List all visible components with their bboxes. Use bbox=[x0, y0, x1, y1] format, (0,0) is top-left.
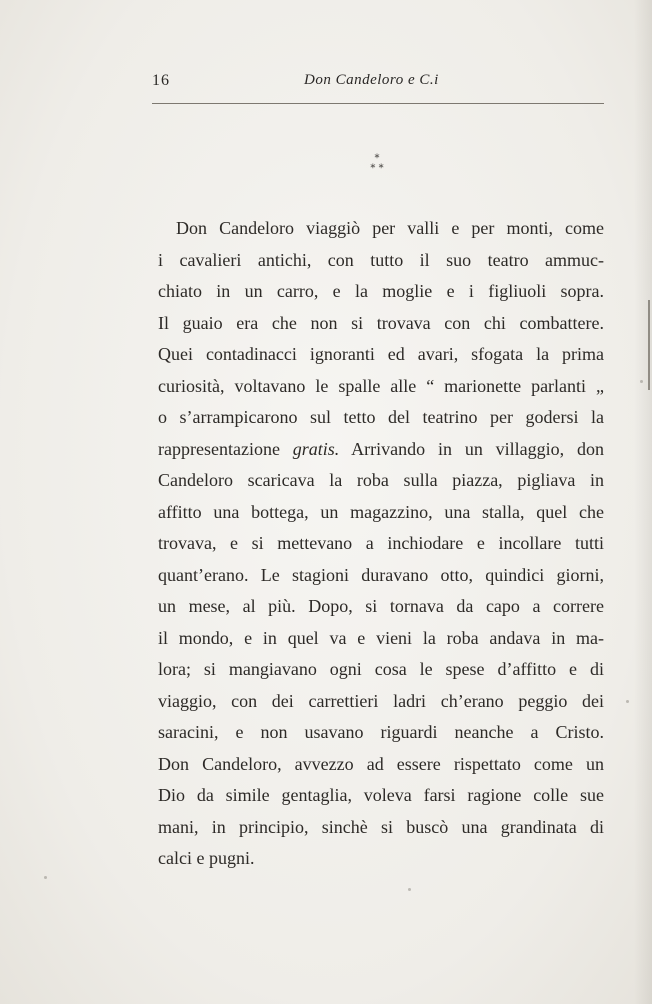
text-line: curiosità, voltavano le spalle alle “ marionette parlanti „ bbox=[158, 375, 604, 396]
paper-speck bbox=[44, 876, 47, 879]
header-rule bbox=[152, 103, 604, 104]
paper-speck bbox=[408, 888, 411, 891]
page-edge-mark bbox=[648, 300, 650, 390]
text-line: affitto una bottega, un magazzino, una stalla, quel che bbox=[158, 501, 604, 522]
text-line: mani, in principio, sinchè si buscò una grandinata di bbox=[158, 816, 604, 837]
text-fragment: Arrivando in un villaggio, don bbox=[351, 438, 604, 459]
text-line: o s’arrampicarono sul tetto del teatrino per godersi la bbox=[158, 407, 604, 427]
text-line-mixed bbox=[158, 434, 604, 466]
text-line: trovava, e si mettevano a inchiodare e incollare tutti bbox=[158, 533, 604, 553]
text-line: chiato in un carro, e la moglie e i figliuoli sopra. bbox=[158, 281, 604, 301]
page-header bbox=[152, 72, 604, 98]
paper-speck bbox=[640, 380, 643, 383]
text-line: Candeloro scaricava la roba sulla piazza, pigliava in bbox=[158, 470, 604, 490]
running-title: Don Candeloro e C.i bbox=[304, 72, 439, 88]
text-line: il mondo, e in quel va e vieni la roba andava in ma- bbox=[158, 627, 604, 648]
body-text bbox=[158, 213, 604, 875]
italic-word: gratis. bbox=[292, 438, 340, 459]
text-line: calci e pugni. bbox=[158, 848, 255, 868]
section-asterism bbox=[362, 154, 392, 180]
text-line: i cavalieri antichi, con tutto il suo teatro ammuc- bbox=[158, 249, 604, 270]
text-line: Il guaio era che non si trovava con chi combattere. bbox=[158, 312, 604, 333]
text-line: un mese, al più. Dopo, si tornava da capo a correre bbox=[158, 596, 604, 616]
paper-speck bbox=[626, 700, 629, 703]
asterism-top: * bbox=[374, 153, 380, 164]
text-line: Quei contadinacci ignoranti ed avari, sfogata la prima bbox=[158, 344, 604, 364]
text-fragment: rappresentazione bbox=[158, 438, 280, 459]
text-line: saracini, e non usavano riguardi neanche a Cristo. bbox=[158, 722, 604, 742]
text-line: quant’erano. Le stagioni duravano otto, quindici giorni, bbox=[158, 564, 604, 585]
text-line: Don Candeloro, avvezzo ad essere rispettato come un bbox=[158, 753, 604, 774]
text-line: Dio da simile gentaglia, voleva farsi ragione colle sue bbox=[158, 785, 604, 805]
page-number: 16 bbox=[152, 72, 170, 89]
page-edge-shadow bbox=[634, 0, 652, 1004]
text-line: lora; si mangiavano ogni cosa le spese d’affitto e di bbox=[158, 659, 604, 679]
text-line: viaggio, con dei carrettieri ladri ch’erano peggio dei bbox=[158, 690, 604, 711]
text-line: Don Candeloro viaggiò per valli e per monti, come bbox=[176, 218, 604, 238]
asterism-bottom: * * bbox=[370, 163, 384, 174]
